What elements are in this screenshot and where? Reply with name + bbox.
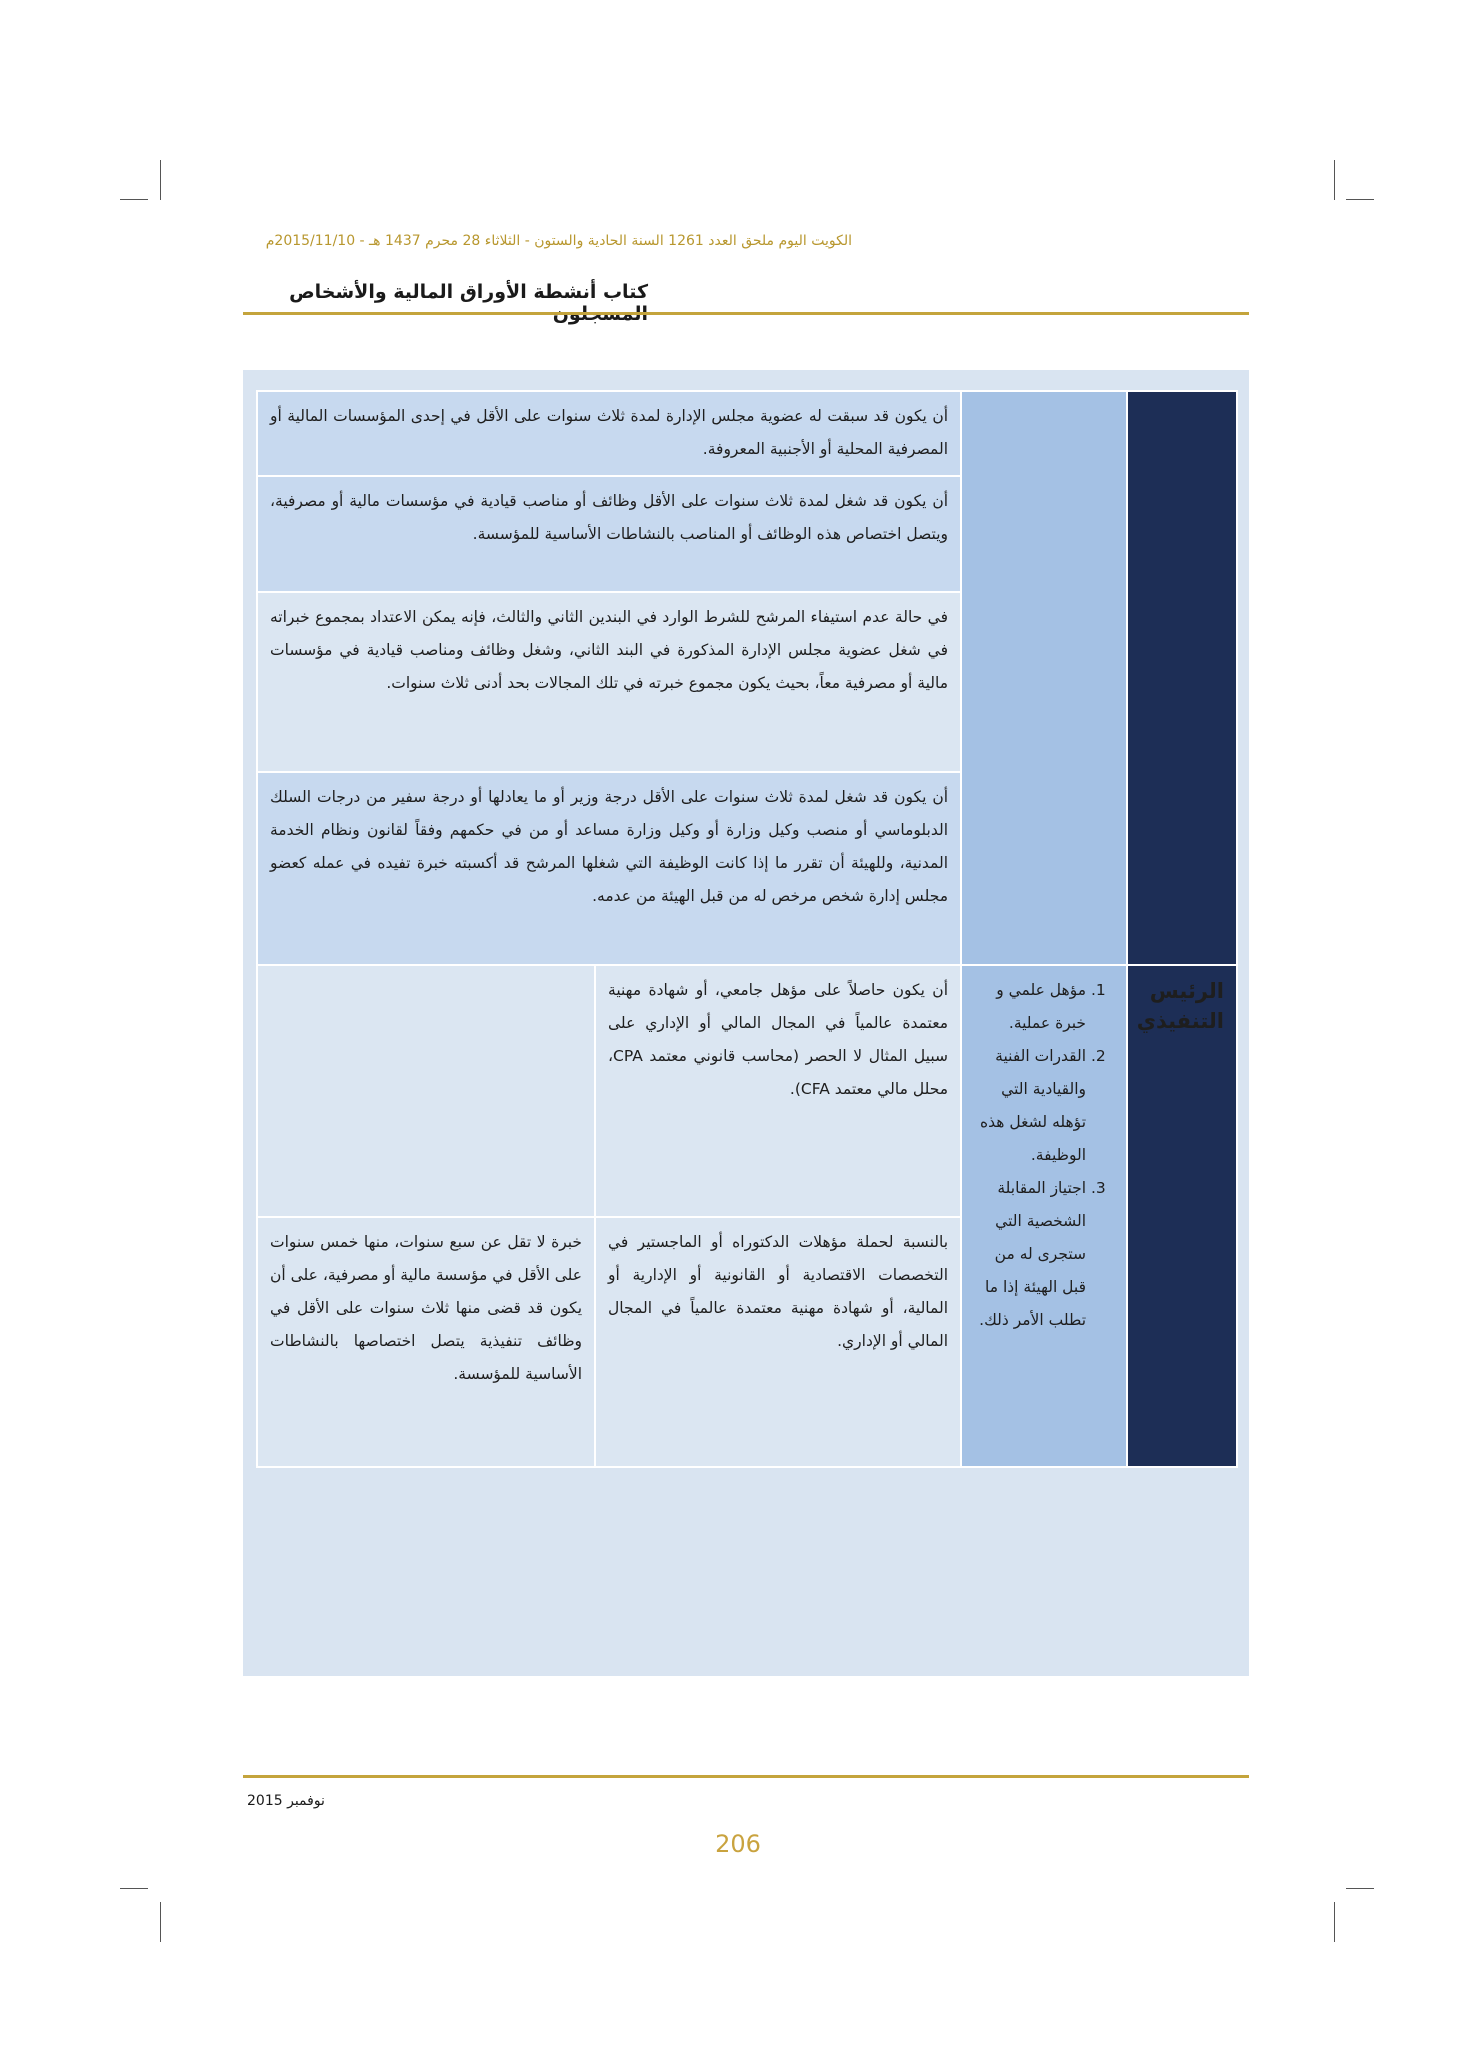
crop-mark bbox=[1346, 199, 1374, 200]
board-requirement-row bbox=[257, 476, 961, 593]
qualification-item: 1. مؤهل علمي و خبرة عملية. bbox=[970, 974, 1086, 1040]
ceo-education-cell bbox=[595, 1217, 961, 1467]
page-number: 206 bbox=[715, 1830, 761, 1858]
board-requirements-row bbox=[257, 391, 1237, 476]
board-quals-cell bbox=[961, 391, 1127, 965]
crop-mark bbox=[1346, 1888, 1374, 1889]
ceo-experience-text: خبرة لا تقل عن سبع سنوات، منها خمس سنوات على الأقل في مؤسسة مالية أو مصرفية، على أن يكون قد قضى منها ثلاث سنوات على الأقل في وظائف تنفيذية يتصل اختصاصها بالنشاطات الأساسية للمؤسسة. bbox=[270, 1233, 583, 1383]
running-head: الكويت اليوم ملحق العدد 1261 السنة الحادية والستون - الثلاثاء 28 محرم 1437 هـ - 2015/11/10م bbox=[265, 233, 852, 249]
board-requirement-text: أن يكون قد شغل لمدة ثلاث سنوات على الأقل درجة وزير أو ما يعادلها أو درجة سفير من درجات السلك الدبلوماسي أو منصب وكيل وزارة أو وكيل وزارة مساعد أو من في حكمهم وفقاً لقانون ونظام الخدمة المدنية، وللهيئة أن تقرر ما إذا كانت الوظيفة التي شغلها المرشح قد أكسبته خبرة تفيده في عمله كعضو مجلس إدارة شخص مرخص له من قبل الهيئة من عدمه. bbox=[270, 787, 949, 905]
ceo-experience-text bbox=[258, 966, 594, 982]
ceo-education-text: أن يكون حاصلاً على مؤهل جامعي، أو شهادة مهنية معتمدة عالمياً في المجال المالي أو الإداري على سبيل المثال لا الحصر (محاسب قانوني معتمد CPA، محلل مالي معتمد CFA). bbox=[608, 981, 949, 1098]
board-role-cell bbox=[1127, 391, 1237, 965]
ceo-role-label: الرئيس التنفيذي bbox=[1136, 979, 1225, 1033]
board-requirement-row bbox=[257, 772, 961, 965]
crop-mark bbox=[1334, 160, 1335, 200]
ceo-role-cell bbox=[1127, 965, 1237, 1467]
qualification-item: 3. اجتياز المقابلة الشخصية التي ستجرى له من قبل الهيئة إذا ما تطلب الأمر ذلك. bbox=[970, 1172, 1086, 1337]
board-requirement-text: أن يكون قد شغل لمدة ثلاث سنوات على الأقل وظائف أو مناصب قيادية في مؤسسات مالية أو مصرفية، ويتصل اختصاص هذه الوظائف أو المناصب بالنشاطات الأساسية للمؤسسة. bbox=[270, 491, 949, 543]
footer-date: نوفمبر 2015 bbox=[247, 1793, 325, 1809]
qualification-item: 2. القدرات الفنية والقيادية التي تؤهله لشغل هذه الوظيفة. bbox=[970, 1040, 1086, 1172]
footer-rule bbox=[243, 1775, 1249, 1778]
ceo-experience-cell bbox=[257, 1217, 595, 1467]
ceo-education-cell bbox=[595, 965, 961, 1217]
ceo-qualifications-list bbox=[962, 966, 1126, 1337]
crop-mark bbox=[160, 1902, 161, 1942]
crop-mark bbox=[160, 160, 161, 200]
board-requirement-text: في حالة عدم استيفاء المرشح للشرط الوارد في البندين الثاني والثالث، فإنه يمكن الاعتداد بمجموع خبراته في شغل عضوية مجلس الإدارة المذكورة في البند الثاني، وشغل وظائف ومناصب قيادية في مؤسسات مالية أو مصرفية معاً، بحيث يكون مجموع خبرته في تلك المجالات بحد أدنى ثلاث سنوات. bbox=[270, 608, 949, 693]
crop-mark bbox=[120, 1888, 148, 1889]
requirements-table bbox=[256, 390, 1238, 1468]
ceo-experience-cell bbox=[257, 965, 595, 1217]
crop-mark bbox=[120, 199, 148, 200]
header-rule bbox=[243, 312, 1249, 315]
book-title: كتاب أنشطة الأوراق المالية والأشخاص bbox=[289, 281, 648, 303]
board-requirement-text: أن يكون قد سبقت له عضوية مجلس الإدارة لمدة ثلاث سنوات على الأقل في إحدى المؤسسات المالية أو المصرفية المحلية أو الأجنبية المعروفة. bbox=[270, 407, 949, 458]
ceo-quals-cell bbox=[961, 965, 1127, 1467]
ceo-education-text: بالنسبة لحملة مؤهلات الدكتوراه أو الماجستير في التخصصات الاقتصادية أو القانونية أو الإدارية أو المالية، أو شهادة مهنية معتمدة عالمياً في المجال المالي أو الإداري. bbox=[608, 1233, 949, 1350]
ceo-row bbox=[257, 965, 1237, 1217]
board-requirement-row bbox=[257, 391, 961, 476]
board-requirement-row bbox=[257, 592, 961, 771]
crop-mark bbox=[1334, 1902, 1335, 1942]
